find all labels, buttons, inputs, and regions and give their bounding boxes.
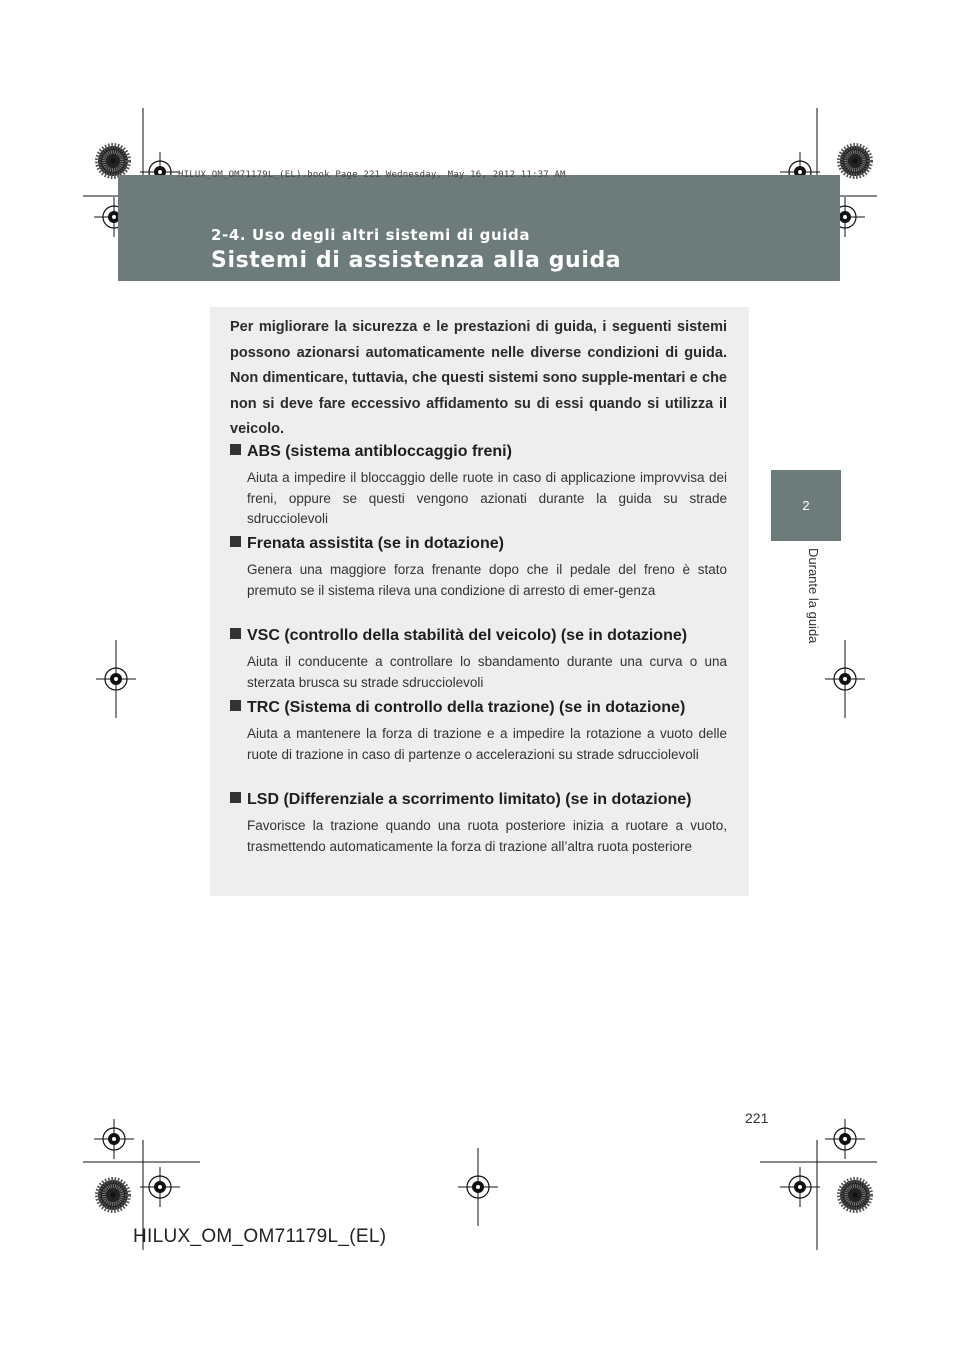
item-body: Aiuta il conducente a controllare lo sbandamento durante una curva o una sterzata brusca su strade sdrucciolevoli [247,654,727,690]
chapter-tab [771,470,841,541]
chapter-number: 2 [802,498,810,513]
document-code: HILUX_OM_OM71179L_(EL) [133,1226,387,1247]
page-title: Sistemi di assistenza alla guida [211,248,622,273]
list-item [230,697,727,765]
item-title: VSC (controllo della stabilità del veicolo) (se in dotazione) [247,627,688,644]
list-item [230,533,727,601]
item-body: Aiuta a mantenere la forza di trazione e a impedire la rotazione a vuoto delle ruote di trazione in caso di partenze o accelerazioni su strade sdrucciolevoli [247,726,727,762]
list-item [230,441,727,530]
square-bullet-icon [230,700,241,711]
book-info-stamp: HILUX_OM_OM71179L_(EL).book Page 221 Wednesday, May 16, 2012 11:37 AM [178,170,566,180]
list-item [230,625,727,693]
item-body: Favorisce la trazione quando una ruota posteriore inizia a ruotare a vuoto, trasmettendo automaticamente la forza di trazione all’altra ruota posteriore [247,818,727,854]
page-number: 221 [745,1110,769,1126]
square-bullet-icon [230,444,241,455]
item-title: LSD (Differenziale a scorrimento limitato) (se in dotazione) [247,791,692,808]
list-item [230,789,727,857]
square-bullet-icon [230,792,241,803]
item-body: Genera una maggiore forza frenante dopo che il pedale del freno è stato premuto se il sistema rileva una condizione di arresto di emer-genza [247,562,727,598]
item-title: ABS (sistema antibloccaggio freni) [247,443,512,460]
item-title: Frenata assistita (se in dotazione) [247,535,504,552]
item-title: TRC (Sistema di controllo della trazione) (se in dotazione) [247,699,686,716]
item-body: Aiuta a impedire il bloccaggio delle ruote in caso di applicazione improvvisa dei freni, oppure se questi vengono azionati durante la guida su strade sdrucciolevoli [247,470,727,526]
section-label: 2-4. Uso degli altri sistemi di guida [211,226,531,244]
chapter-label: Durante la guida [806,548,821,644]
square-bullet-icon [230,628,241,639]
square-bullet-icon [230,536,241,547]
intro-paragraph: Per migliorare la sicurezza e le prestazioni di guida, i seguenti sistemi possono azionarsi automaticamente nelle diverse condizioni di guida. Non dimenticare, tuttavia, che questi sistemi sono supple-mentari e che non si deve fare eccessivo affidamento su di essi quando si utilizza il veicolo. [230,319,727,437]
